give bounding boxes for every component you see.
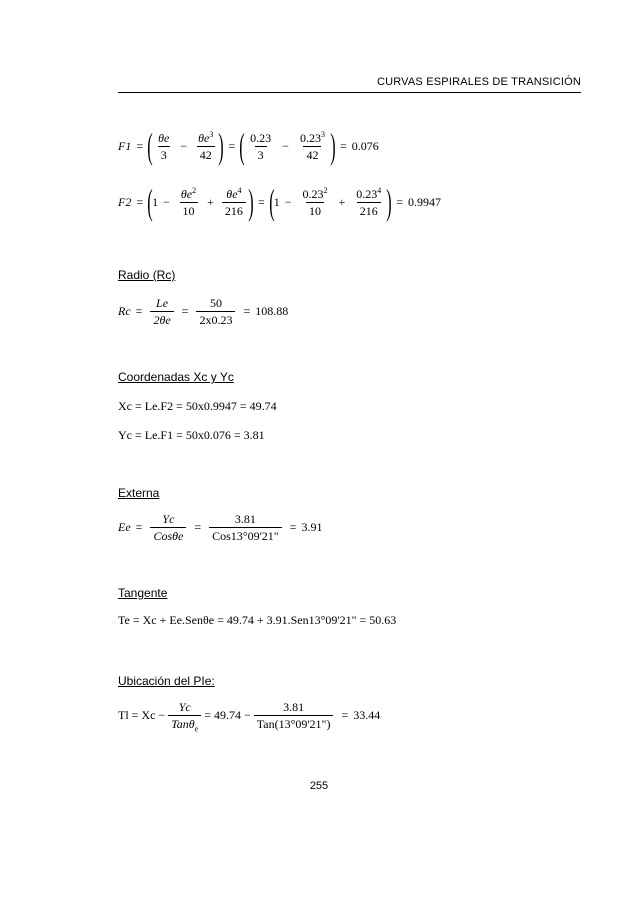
page-number: 255 [309,780,329,792]
tangente-title: Tangente [118,586,168,600]
page-header: CURVAS ESPIRALES DE TRANSICIÓN [376,76,581,88]
header-rule [118,92,581,93]
radio-equation: Rc = $\frac{Le}{2\theta e}$ = $\frac{50}{2x0.23}$ = 108.88 [118,296,289,327]
tangente-equation: Te = Xc + Ee.Senθe = 49.74 + 3.91.Sen13°09'21" = 50.63 [118,613,397,627]
xc-equation: Xc = Le.F2 = 50x0.9947 = 49.74 [118,399,277,413]
ubicacion-equation: Tl = Xc − $\frac{Yc}{Tan\theta_e}$ = 49.74 − $\frac{3.81}{\text{Tan(13°09'21")}}$ = 33.44 [118,700,381,734]
yc-equation: Yc = Le.F1 = 50x0.076 = 3.81 [118,428,265,442]
externa-equation: Ee = $\frac{Yc}{\text{Cosθe}}$ = $\frac{3.81}{\text{Cos13°09'21"}}$ = 3.91 [118,512,323,543]
f1-equation: F1 = ( $\frac{\theta e}{3}$ − $\frac{\theta e^3}{42}$ ) = ( $\frac{0.23}{3}$ − $\frac{0.23^3}{42}$ ) = 0.076 [118,126,379,166]
ubicacion-title: Ubicación del PIe: [118,674,215,688]
externa-title: Externa [118,486,160,500]
coords-title: Coordenadas Xc y Yc [118,370,234,384]
radio-title: Radio (Rc) [118,268,176,282]
f2-equation: F2 = ( 1 − $\frac{\theta e^2}{10}$ + $\frac{\theta e^4}{216}$ ) = ( 1 − $\frac{0.23^2}{10}$ + $\frac{0.23^4}{216}$ ) = 0.9947 [118,182,442,222]
